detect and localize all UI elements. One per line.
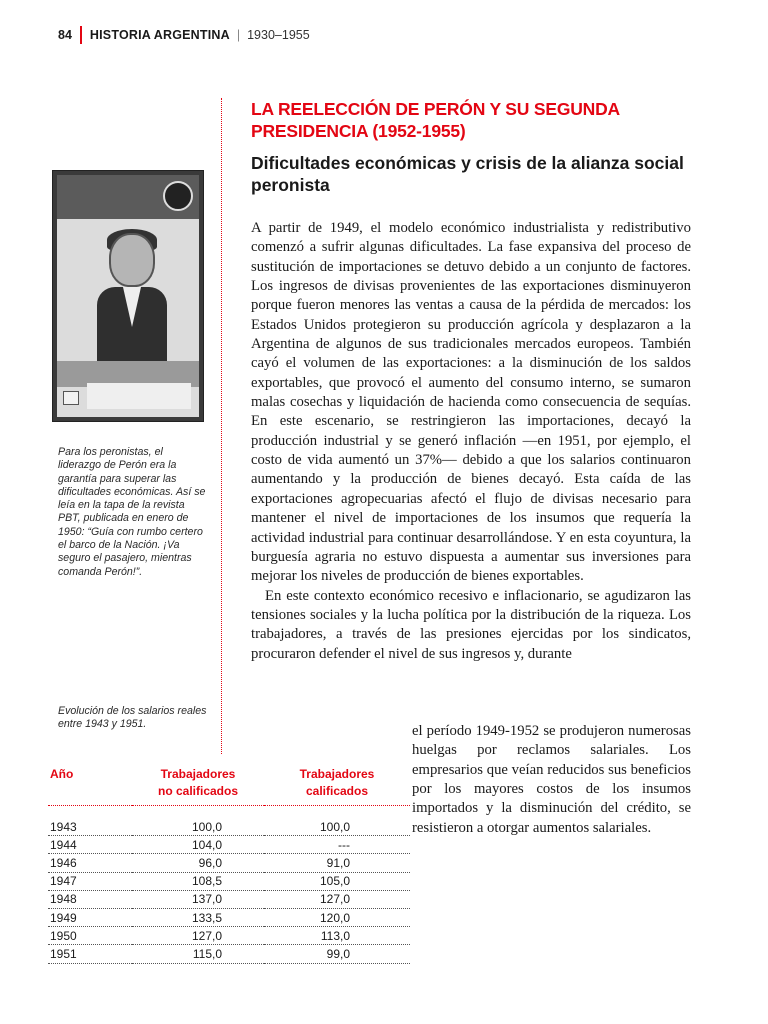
cell-qualified: --- xyxy=(264,836,410,854)
cell-qualified: 91,0 xyxy=(264,854,410,872)
book-title: HISTORIA ARGENTINA xyxy=(89,28,230,42)
header-separator: | xyxy=(236,28,241,42)
header-non-qualified-line-1: Trabajadores xyxy=(160,767,236,781)
table-caption: Evolución de los salarios reales entre 1943 y 1951. xyxy=(58,705,207,731)
cell-year: 1949 xyxy=(48,908,132,926)
cell-qualified: 99,0 xyxy=(264,945,410,963)
header-qualified-line-2: calificados xyxy=(305,783,369,798)
cell-year: 1946 xyxy=(48,854,132,872)
magazine-cover-image xyxy=(52,170,204,422)
header-qualified-line-1: Trabajadores xyxy=(299,767,375,781)
cell-non-qualified: 108,5 xyxy=(132,872,264,890)
table-row xyxy=(48,890,410,908)
cell-qualified: 120,0 xyxy=(264,908,410,926)
cell-year: 1943 xyxy=(48,818,132,836)
cover-price-box xyxy=(63,391,79,405)
section-subtitle: Dificultades económicas y crisis de la alianza social peronista xyxy=(251,153,684,195)
page-number: 84 xyxy=(58,28,72,42)
body-paragraph-2: En este contexto económico recesivo e inflacionario, se agudizaron las tensiones sociales y la lucha política por la distribución de la riqueza. Los trabajadores, a través de las presiones ejercidas por los sindicatos, procuraron defender el nivel de sus ingresos y, durante xyxy=(251,587,691,662)
cell-qualified: 113,0 xyxy=(264,927,410,945)
salary-table xyxy=(48,766,410,964)
image-caption: Para los peronistas, el liderazgo de Perón era la garantía para superar las dificultades económicas. Así se leía en la tapa de la revista PBT, publicada en enero de 1950: “Guía con rumbo certero el barco de la Nación. ¡Va seguro el pasajero, mientras comanda Perón!”. xyxy=(58,446,206,578)
table-spacer xyxy=(48,806,410,818)
cell-non-qualified: 115,0 xyxy=(132,945,264,963)
magazine-cover-paper xyxy=(57,175,199,417)
cell-year: 1947 xyxy=(48,872,132,890)
table-row xyxy=(48,927,410,945)
table-row xyxy=(48,945,410,963)
header-accent-rule xyxy=(80,26,82,44)
cell-qualified: 105,0 xyxy=(264,872,410,890)
section-title xyxy=(251,98,691,142)
cell-year: 1950 xyxy=(48,927,132,945)
cell-non-qualified: 100,0 xyxy=(132,818,264,836)
cover-caption-box xyxy=(87,383,191,409)
caricature-head xyxy=(109,233,155,287)
header-non-qualified-line-2: no calificados xyxy=(157,783,239,798)
cell-year: 1948 xyxy=(48,890,132,908)
main-column xyxy=(251,98,691,664)
cell-non-qualified: 137,0 xyxy=(132,890,264,908)
magazine-seal xyxy=(163,181,193,211)
cell-qualified: 100,0 xyxy=(264,818,410,836)
body-paragraph-1: A partir de 1949, el modelo económico industrialista y redistributivo comenzó a sufrir algunas dificultades. La fase expansiva del proceso de sustitución de importaciones se detuvo debido a un conjunto de factores. Los ingresos de divisas provenientes de las exportaciones disminuyeron porque fueron menores las ventas a causa de la pérdida de mercados: los Estados Unidos protegieron su producción agrícola y desplazaron a la Argentina de algunos de sus tradicionales mercados europeos. También cayó el volumen de las exportaciones: a la disminución de los saldos exportables, que provocó el aumento del consumo interno, se sumaron malas cosechas y liquidación de hacienda como consecuencia de sequías. En este escenario, se restringieron las importaciones, decayó la producción industrial y se generó inflación —en 1951, por ejemplo, el costo de vida aumentó un 37%— debido a que los salarios continuaron aumentando y la producción de bienes decayó. Esta caída de las exportaciones agropecuarias afectó el flujo de divisas necesario para mantener el nivel de importaciones de los insumos que requería la actividad industrial para continuar desarrollándose. Y en esta coyuntura, la burguesía agraria no estuvo dispuesta a aumentar sus inversiones para mejorar los niveles de producción de bienes exportables. xyxy=(251,220,691,585)
cell-year: 1951 xyxy=(48,945,132,963)
table-row xyxy=(48,908,410,926)
running-header xyxy=(58,26,310,44)
body-paragraph-3: el período 1949-1952 se produjeron numerosas huelgas por reclamos salariales. Los empresarios que veían reducidos sus beneficios por los mayores costos de los insumos importados y la disminución del crédito, se resistieron a otorgar aumentos salariales. xyxy=(412,723,691,836)
header-year: Año xyxy=(48,766,132,806)
cell-year: 1944 xyxy=(48,836,132,854)
book-period: 1930–1955 xyxy=(247,28,310,42)
table-row xyxy=(48,854,410,872)
table-row xyxy=(48,836,410,854)
cell-non-qualified: 127,0 xyxy=(132,927,264,945)
header-non-qualified xyxy=(132,766,264,806)
cell-non-qualified: 104,0 xyxy=(132,836,264,854)
section-title-line-2: PRESIDENCIA (1952-1955) xyxy=(251,121,466,141)
table-header-row xyxy=(48,766,410,806)
column-divider xyxy=(221,98,222,754)
cell-qualified: 127,0 xyxy=(264,890,410,908)
cell-non-qualified: 96,0 xyxy=(132,854,264,872)
table-row xyxy=(48,872,410,890)
table-row xyxy=(48,818,410,836)
header-qualified xyxy=(264,766,410,806)
section-title-line-1: LA REELECCIÓN DE PERÓN Y SU SEGUNDA xyxy=(251,99,620,119)
cell-non-qualified: 133,5 xyxy=(132,908,264,926)
